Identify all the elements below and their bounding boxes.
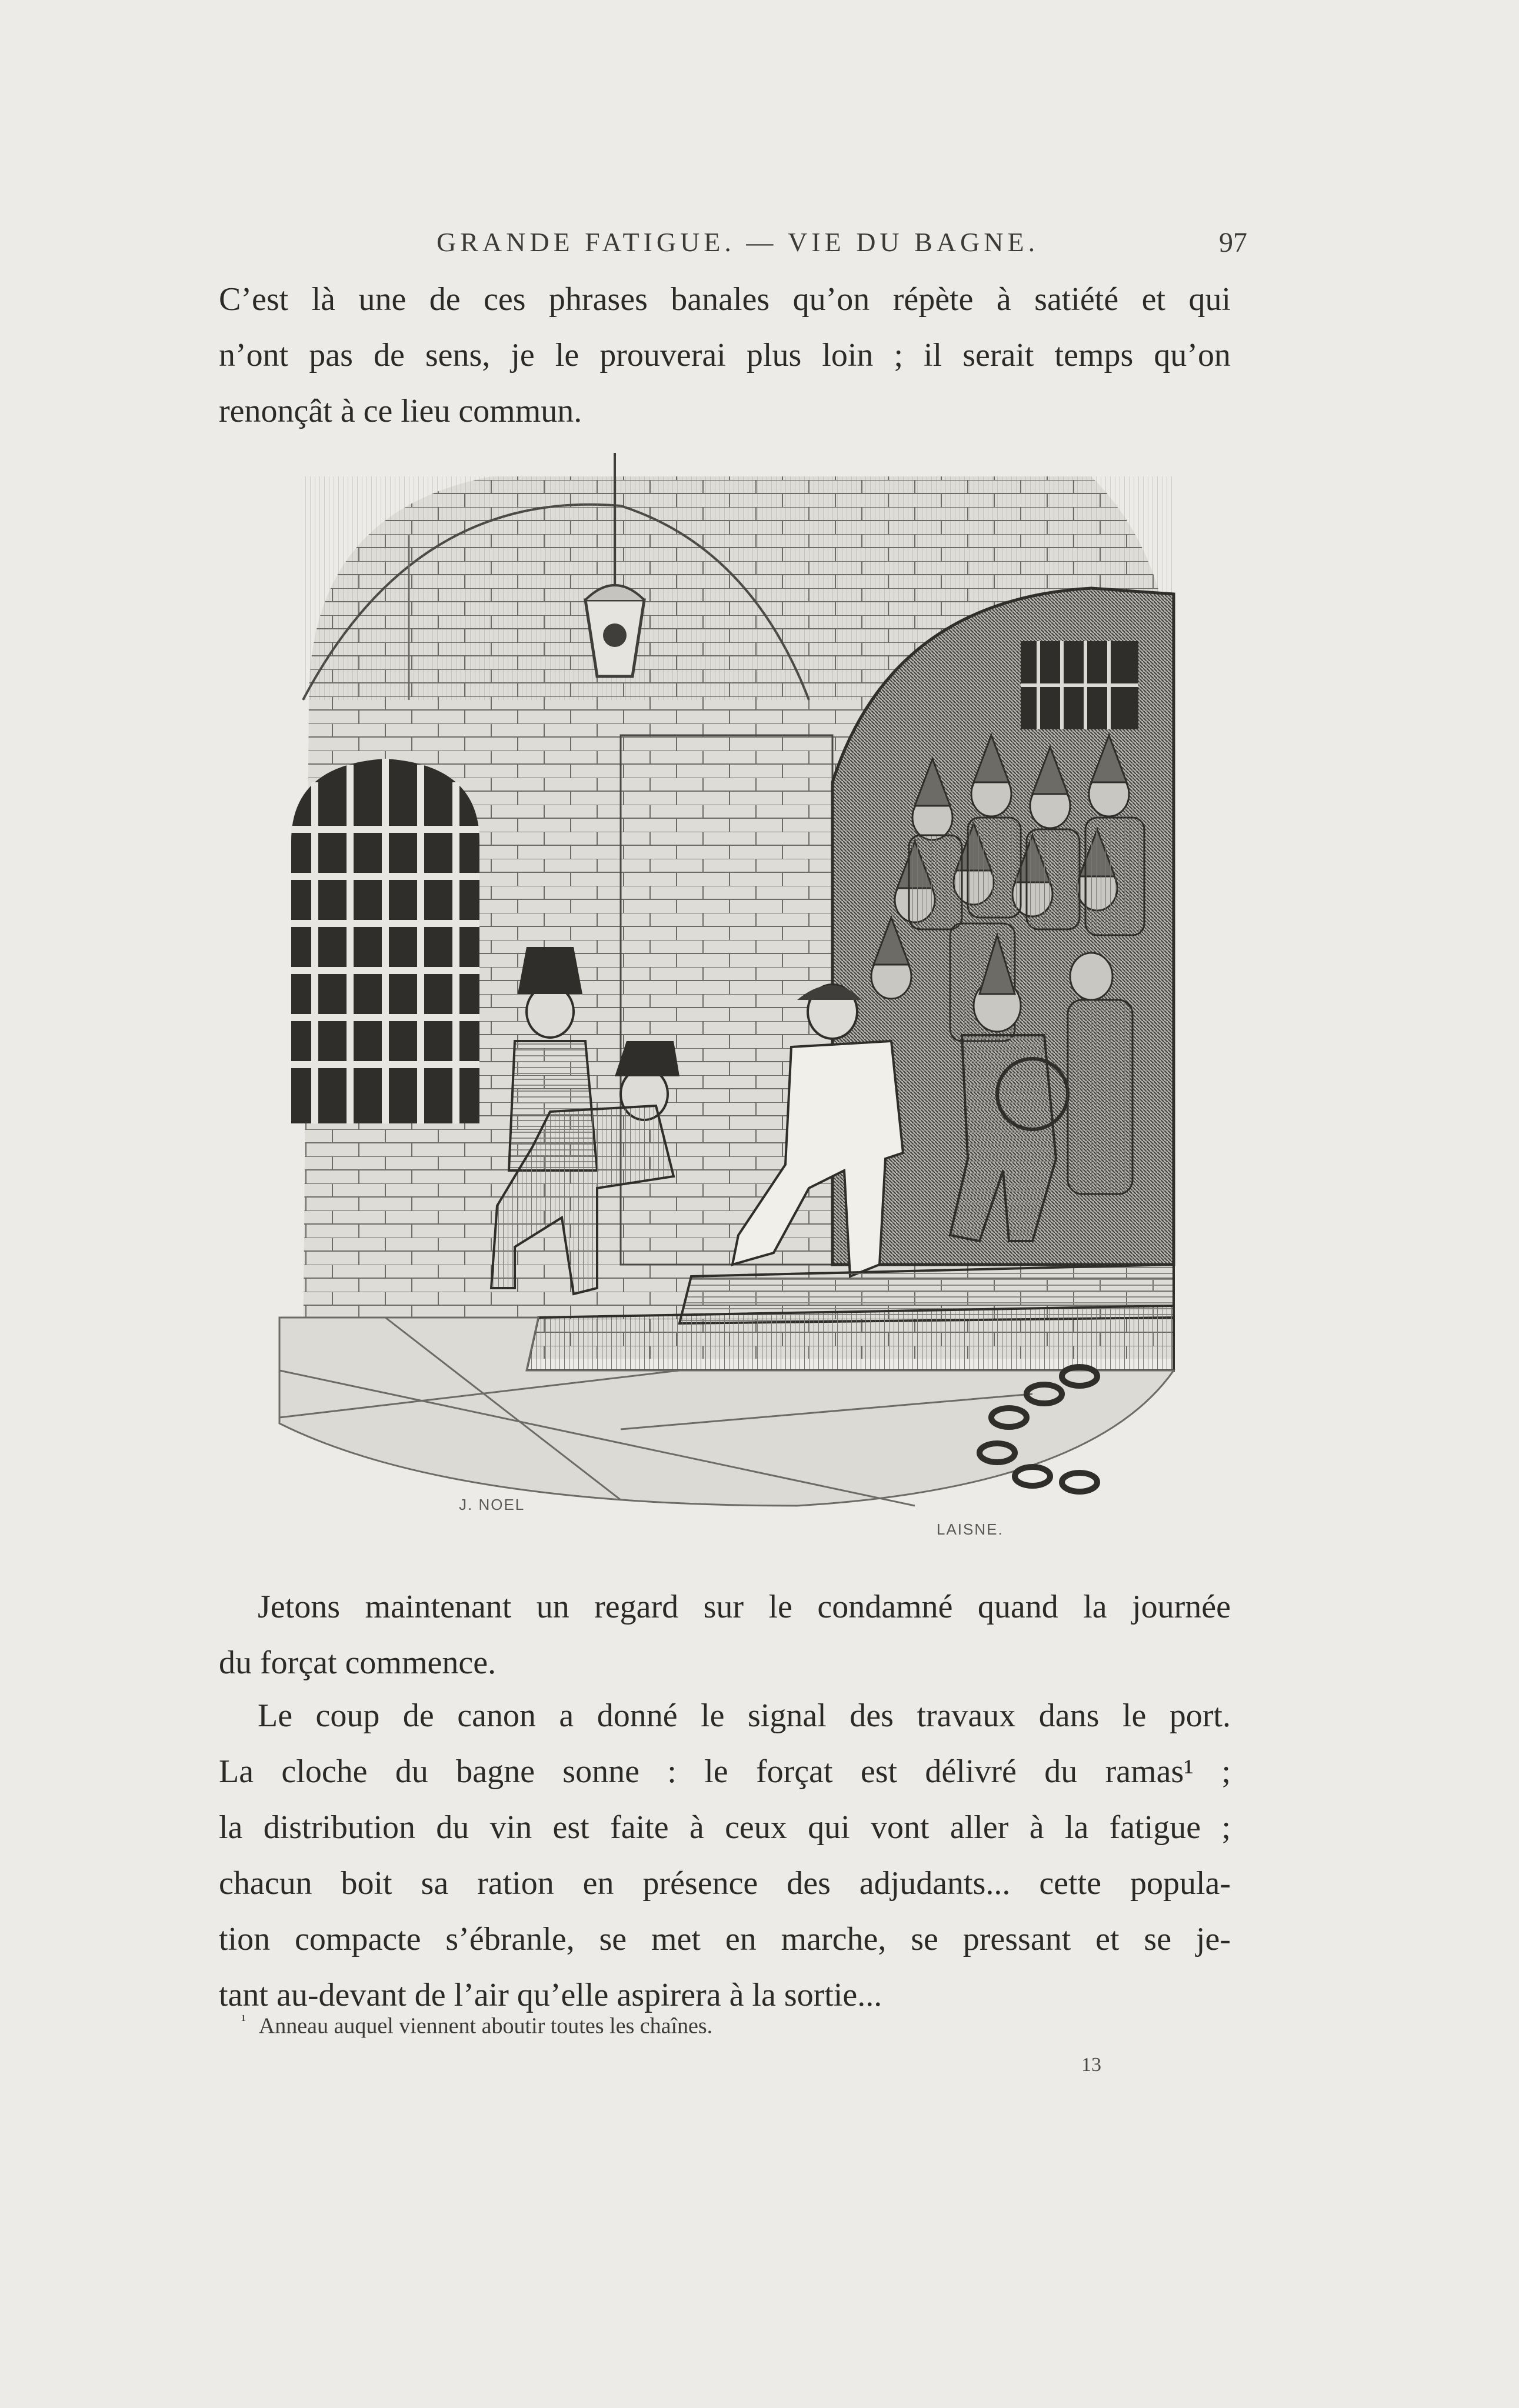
paragraph-line: n’ont pas de sens, je le prouverai plus loin ; il serait temps qu’on — [219, 337, 1231, 373]
paragraph-3 — [219, 1688, 1231, 2023]
engraving-illustration — [268, 453, 1185, 1541]
footnote-marker: ¹ — [241, 2012, 246, 2029]
paragraph-1 — [219, 272, 1231, 439]
engraver-signature-left: J. NOEL — [459, 1496, 525, 1513]
paragraph-line: renonçât à ce lieu commun. — [219, 393, 582, 429]
paragraph-line: Jetons maintenant un regard sur le condamné quand la journée — [258, 1589, 1231, 1625]
paragraph-line: du forçat commence. — [219, 1645, 497, 1681]
page-number: 97 — [1219, 227, 1247, 258]
signature-mark: 13 — [1081, 2054, 1101, 2076]
running-header — [218, 226, 1247, 268]
paragraph-line: chacun boit sa ration en présence des adjudants... cette popula- — [219, 1865, 1231, 1902]
paragraph-line: Le coup de canon a donné le signal des travaux dans le port. — [258, 1697, 1231, 1734]
engraver-signature-right: LAISNE. — [937, 1520, 1004, 1538]
paragraph-line: la distribution du vin est faite à ceux qui vont aller à la fatigue ; — [219, 1809, 1231, 1846]
footnote — [241, 2012, 712, 2039]
paragraph-line: tant au-devant de l’air qu’elle aspirera à la sortie... — [219, 1977, 882, 2013]
footnote-text: Anneau auquel viennent aboutir toutes les chaînes. — [258, 2013, 713, 2039]
engraving-drawing — [268, 453, 1185, 1541]
paragraph-line: La cloche du bagne sonne : le forçat est délivré du ramas¹ ; — [219, 1753, 1231, 1790]
running-title: GRANDE FATIGUE. — VIE DU BAGNE. — [437, 227, 1040, 257]
paragraph-line: tion compacte s’ébranle, se met en marche, se pressant et se je- — [219, 1921, 1231, 1957]
paragraph-line: C’est là une de ces phrases banales qu’on répète à satiété et qui — [219, 281, 1231, 318]
paragraph-2 — [219, 1579, 1231, 1691]
